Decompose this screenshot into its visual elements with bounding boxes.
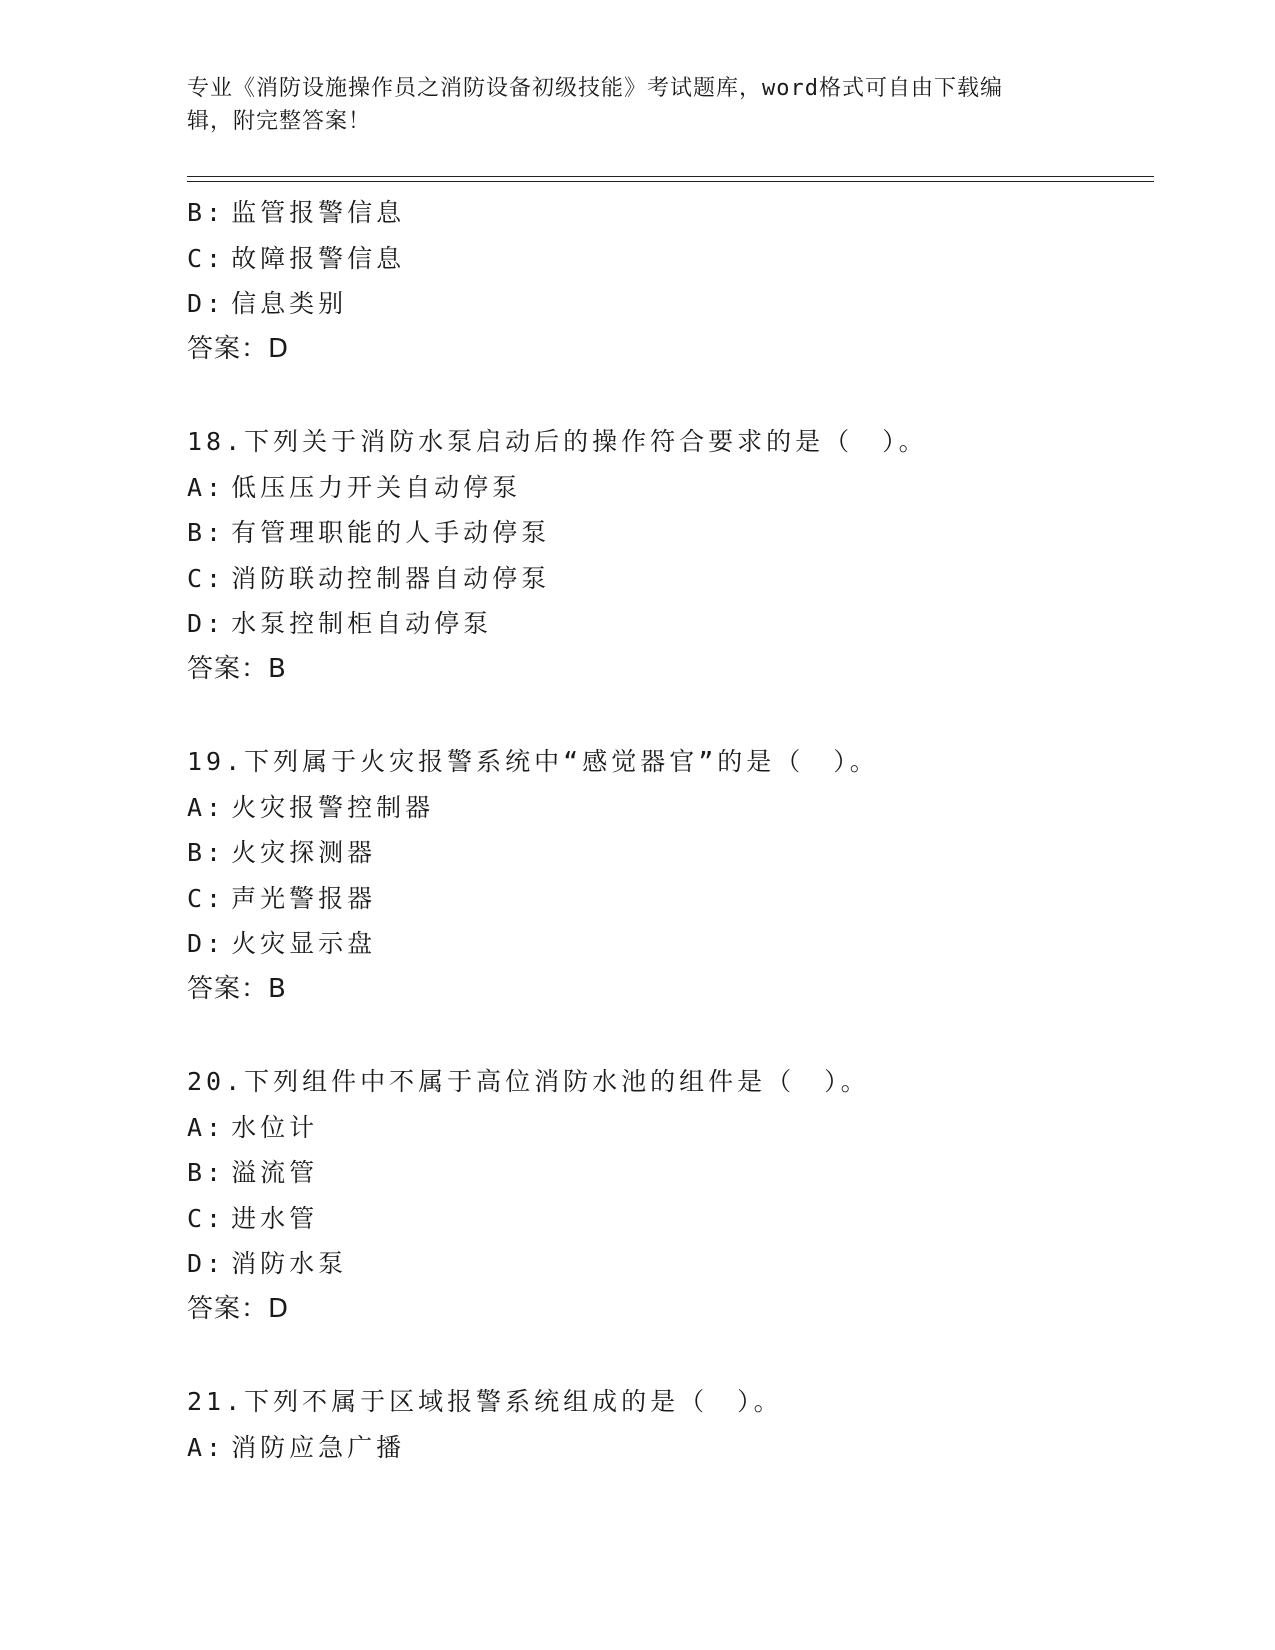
option-d xyxy=(187,921,1147,967)
option-b xyxy=(187,830,1147,876)
question-18 xyxy=(187,419,1147,692)
question-stem: 18.下列关于消防水泵启动后的操作符合要求的是（ ）。 xyxy=(187,427,928,456)
option-letter: C: xyxy=(187,243,226,273)
option-letter: B: xyxy=(187,518,226,547)
option-a xyxy=(187,465,1147,511)
option-text: 有管理职能的人手动停泵 xyxy=(231,518,551,547)
option-text: 消防应急广播 xyxy=(231,1432,406,1462)
question-partial xyxy=(187,190,1147,372)
document-header xyxy=(187,72,1067,138)
question-21 xyxy=(187,1379,1147,1470)
option-text: 低压压力开关自动停泵 xyxy=(231,472,522,502)
option-letter: B: xyxy=(187,838,226,867)
question-stem: 21.下列不属于区域报警系统组成的是（ ）。 xyxy=(187,1387,783,1416)
question-19 xyxy=(187,739,1147,1012)
option-letter: B: xyxy=(187,198,226,227)
question-stem: 20.下列组件中不属于高位消防水池的组件是（ ）。 xyxy=(187,1067,870,1096)
option-letter: D: xyxy=(187,609,226,638)
option-d xyxy=(187,1241,1147,1287)
option-text: 监管报警信息 xyxy=(231,198,406,227)
option-letter: A: xyxy=(187,1432,226,1462)
option-text: 声光警报器 xyxy=(231,883,377,913)
option-b xyxy=(187,1150,1147,1196)
option-text: 消防联动控制器自动停泵 xyxy=(231,563,551,593)
answer-line: 答案：B xyxy=(187,973,287,1004)
header-line-1: 专业《消防设施操作员之消防设备初级技能》考试题库，word格式可自由下载编 xyxy=(187,76,1003,101)
option-letter: D: xyxy=(187,929,226,958)
option-b xyxy=(187,510,1147,556)
option-text: 信息类别 xyxy=(231,289,348,318)
option-text: 火灾显示盘 xyxy=(231,929,377,958)
option-letter: C: xyxy=(187,883,226,913)
answer-line: 答案：D xyxy=(187,1293,290,1324)
option-d xyxy=(187,601,1147,647)
option-text: 水泵控制柜自动停泵 xyxy=(231,609,493,638)
option-a xyxy=(187,1105,1147,1151)
question-20 xyxy=(187,1059,1147,1332)
option-a xyxy=(187,785,1147,831)
option-letter: A: xyxy=(187,472,226,502)
option-text: 火灾报警控制器 xyxy=(231,792,435,822)
option-text: 消防水泵 xyxy=(231,1249,348,1278)
option-text: 水位计 xyxy=(231,1112,319,1142)
option-c xyxy=(187,1196,1147,1242)
question-stem: 19.下列属于火灾报警系统中“感觉器官”的是（ ）。 xyxy=(187,747,879,776)
option-letter: A: xyxy=(187,1112,226,1142)
option-c xyxy=(187,556,1147,602)
option-d xyxy=(187,281,1147,327)
header-line-2: 辑，附完整答案！ xyxy=(187,109,372,134)
option-letter: C: xyxy=(187,563,226,593)
header-divider-bottom xyxy=(187,181,1154,182)
answer-line: 答案：D xyxy=(187,333,290,364)
option-letter: D: xyxy=(187,1249,226,1278)
option-letter: A: xyxy=(187,792,226,822)
option-text: 溢流管 xyxy=(231,1158,319,1187)
option-letter: C: xyxy=(187,1203,226,1233)
header-divider-top xyxy=(187,176,1154,177)
option-letter: B: xyxy=(187,1158,226,1187)
option-a xyxy=(187,1425,1147,1471)
answer-line: 答案：B xyxy=(187,653,287,684)
question-list xyxy=(187,190,1147,1470)
option-text: 火灾探测器 xyxy=(231,838,377,867)
option-c xyxy=(187,236,1147,282)
option-text: 进水管 xyxy=(231,1203,319,1233)
option-text: 故障报警信息 xyxy=(231,243,406,273)
option-b xyxy=(187,190,1147,236)
option-letter: D: xyxy=(187,289,226,318)
option-c xyxy=(187,876,1147,922)
